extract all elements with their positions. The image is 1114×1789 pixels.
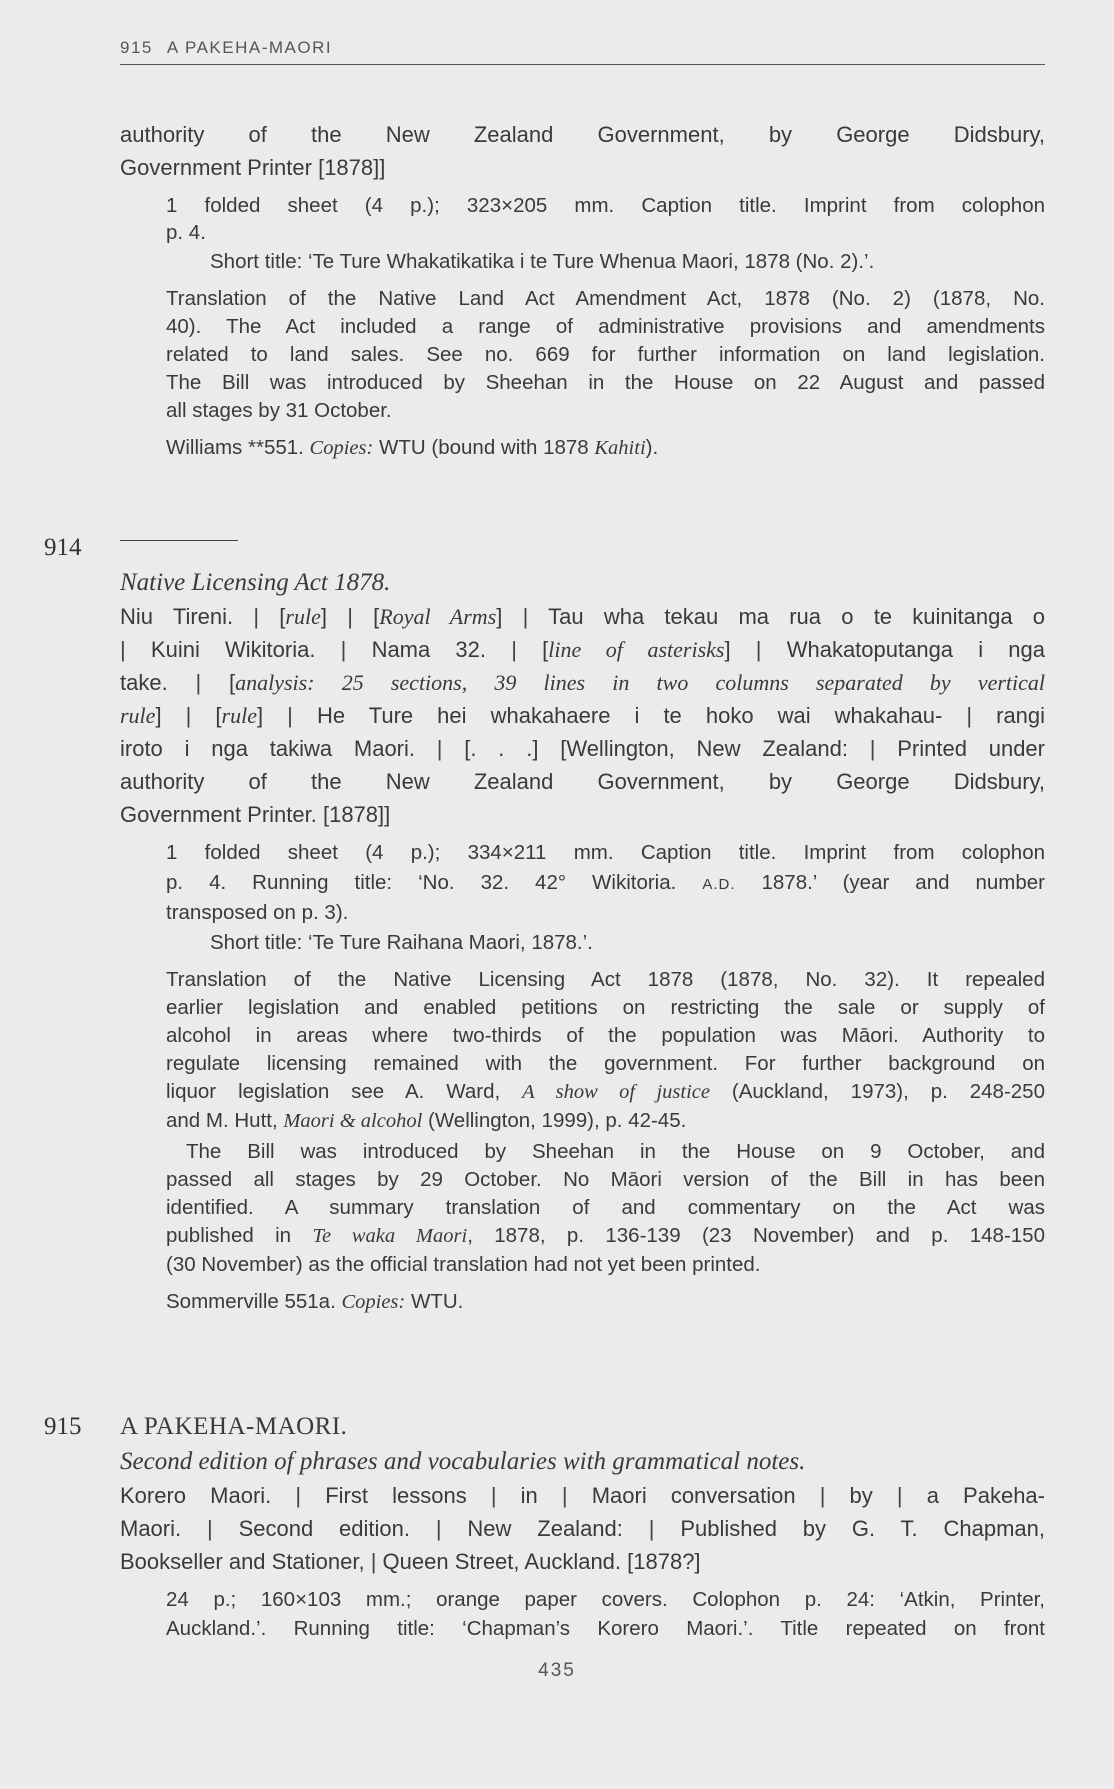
copies-label: Copies: bbox=[341, 1291, 406, 1313]
short-title: Short title: ‘Te Ture Raihana Maori, 1878.’. bbox=[210, 931, 593, 954]
note-line: 40). The Act included a range of administrative provisions and amendments bbox=[166, 315, 1045, 338]
entry-heading: A PAKEHA-MAORI. bbox=[120, 1413, 348, 1440]
copies-label: Copies: bbox=[309, 437, 374, 459]
note-line: identified. A summary translation of and commentary on the Act was bbox=[166, 1196, 1045, 1219]
transcription-line: Korero Maori. | First lessons | in | Maori conversation | by | a Pakeha- bbox=[120, 1483, 1045, 1508]
transcription-line: authority of the New Zealand Government, by George Didsbury, bbox=[120, 769, 1045, 794]
entry-title: Second edition of phrases and vocabularies with grammatical notes. bbox=[120, 1448, 806, 1475]
transcription-line: | Kuini Wikitoria. | Nama 32. | [line of asterisks] | Whakatoputanga i nga bbox=[120, 637, 1046, 662]
page-number: 435 bbox=[538, 1660, 576, 1681]
note-line: passed all stages by 29 October. No Māori version of the Bill in has been bbox=[166, 1168, 1045, 1191]
physical-description: 1 folded sheet (4 p.); 334×211 mm. Caption title. Imprint from colophon bbox=[166, 841, 1045, 864]
note-line: related to land sales. See no. 669 for further information on land legislation. bbox=[166, 343, 1045, 366]
physical-description: p. 4. bbox=[166, 221, 206, 244]
physical-description: Auckland.’. Running title: ‘Chapman’s Korero Maori.’. Title repeated on front bbox=[166, 1617, 1045, 1640]
running-head bbox=[120, 38, 1045, 65]
dash-rule bbox=[120, 540, 238, 541]
transcription-line: Niu Tireni. | [rule] | [Royal Arms] | Tau wha tekau ma rua o te kuinitanga o bbox=[120, 604, 1046, 629]
entry-number: 914 bbox=[44, 534, 82, 561]
note-line: published in Te waka Maori, 1878, p. 136-139 (23 November) and p. 148-150 bbox=[166, 1224, 1045, 1247]
note-line: The Bill was introduced by Sheehan in the House on 9 October, and bbox=[186, 1140, 1045, 1163]
physical-description: 1 folded sheet (4 p.); 323×205 mm. Caption title. Imprint from colophon bbox=[166, 194, 1045, 217]
transcription-line: Maori. | Second edition. | New Zealand: | Published by G. T. Chapman, bbox=[120, 1516, 1046, 1541]
running-head-number: 915 bbox=[120, 38, 153, 57]
physical-description: transposed on p. 3). bbox=[166, 901, 349, 924]
note-line: Translation of the Native Licensing Act 1878 (1878, No. 32). It repealed bbox=[166, 968, 1045, 991]
note-line: Translation of the Native Land Act Amendment Act, 1878 (No. 2) (1878, No. bbox=[166, 287, 1045, 310]
transcription-line: Bookseller and Stationer, | Queen Street, Auckland. [1878?] bbox=[120, 1549, 701, 1574]
reference-line: Sommerville 551a. Copies: WTU. bbox=[166, 1290, 464, 1313]
imprint-line: authority of the New Zealand Government, by George Didsbury, bbox=[120, 122, 1045, 147]
repeat-author-rule bbox=[120, 530, 1045, 566]
reference-line: Williams **551. Copies: WTU (bound with 1878 Kahiti). bbox=[166, 436, 659, 459]
transcription-line: rule] | [rule] | He Ture hei whakahaere i te hoko wai whakahau- | rangi bbox=[120, 703, 1046, 728]
note-line: liquor legislation see A. Ward, A show of justice (Auckland, 1973), p. 248-250 bbox=[166, 1080, 1045, 1103]
running-head-title: A PAKEHA-MAORI bbox=[166, 38, 333, 57]
physical-description: p. 4. Running title: ‘No. 32. 42° Wikitoria. A.D. 1878.’ (year and number bbox=[166, 871, 1045, 894]
physical-description: 24 p.; 160×103 mm.; orange paper covers. Colophon p. 24: ‘Atkin, Printer, bbox=[166, 1588, 1045, 1611]
note-line: (30 November) as the official translation had not yet been printed. bbox=[166, 1253, 761, 1276]
note-line: all stages by 31 October. bbox=[166, 399, 392, 422]
transcription-line: Government Printer. [1878]] bbox=[120, 802, 391, 827]
note-line: alcohol in areas where two-thirds of the population was Māori. Authority to bbox=[166, 1024, 1045, 1047]
entry-title: Native Licensing Act 1878. bbox=[120, 569, 391, 596]
note-line: regulate licensing remained with the government. For further background on bbox=[166, 1052, 1045, 1075]
note-line: and M. Hutt, Maori & alcohol (Wellington, 1999), p. 42-45. bbox=[166, 1109, 687, 1132]
entry-914 bbox=[44, 530, 1046, 1318]
entry-915 bbox=[44, 1409, 1046, 1644]
transcription-line: take. | [analysis: 25 sections, 39 lines in two columns separated by vertical bbox=[120, 670, 1046, 695]
transcription-line: iroto i nga takiwa Maori. | [. . .] [Wellington, New Zealand: | Printed under bbox=[120, 736, 1045, 761]
imprint-line: Government Printer [1878]] bbox=[120, 155, 386, 180]
entry-continued bbox=[120, 118, 1045, 464]
note-line: The Bill was introduced by Sheehan in the House on 22 August and passed bbox=[166, 371, 1045, 394]
note-line: earlier legislation and enabled petitions on restricting the sale or supply of bbox=[166, 996, 1045, 1019]
short-title: Short title: ‘Te Ture Whakatikatika i te Ture Whenua Maori, 1878 (No. 2).’. bbox=[210, 250, 875, 273]
entry-number: 915 bbox=[44, 1413, 82, 1440]
